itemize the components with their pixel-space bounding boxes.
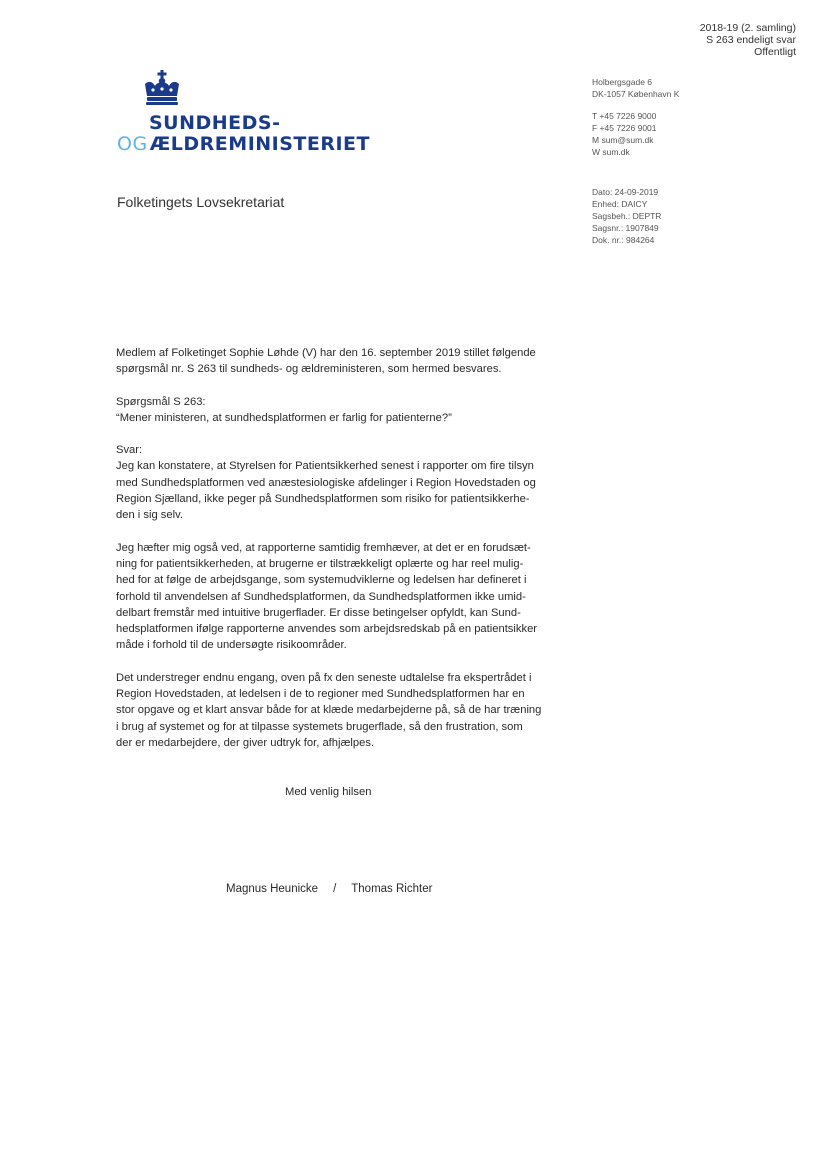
logo-text-line1: SUNDHEDS- — [149, 112, 281, 134]
meta-unit: Enhed: DAICY — [592, 199, 648, 209]
answer-label: Svar: — [116, 444, 143, 457]
meta-case-number: Sagsnr.: 1907849 — [592, 223, 659, 233]
contact-email: M sum@sum.dk — [592, 135, 654, 145]
sender-address-block — [592, 76, 679, 246]
question-block — [116, 394, 556, 427]
intro-line: Medlem af Folketinget Sophie Løhde (V) har den 16. september 2019 stillet følgende — [116, 347, 536, 359]
document-stamp — [700, 22, 796, 58]
answer-line: Jeg kan konstatere, at Styrelsen for Patientsikkerhed senest i rapporter om fire tilsyn — [116, 460, 534, 473]
answer-line: forhold til anvendelsen af Sundhedsplatformen, da Sundhedsplatformen ikke umid- — [116, 590, 526, 603]
closing-greeting: Med venlig hilsen — [285, 786, 372, 798]
intro-line: spørgsmål nr. S 263 til sundheds- og ældreministeren, som hermed besvares. — [116, 363, 502, 376]
stamp-session: 2018-19 (2. samling) — [699, 22, 796, 34]
logo-og-prefix: OG — [117, 133, 148, 155]
signatory-minister: Magnus Heunicke — [226, 883, 319, 895]
address-city: DK-1057 København K — [592, 89, 680, 99]
answer-paragraph-3 — [116, 670, 556, 751]
contact-fax: F +45 7226 9001 — [592, 123, 657, 133]
answer-line: måde i forhold til de undersøgte risikoområder. — [116, 639, 347, 652]
answer-line: den i sig selv. — [116, 509, 183, 522]
answer-line: Det understreger endnu engang, oven på fx den seneste udtalelse fra ekspertrådet i — [116, 671, 532, 684]
answer-line: med Sundhedsplatformen ved anæstesiologiske afdelinger i Region Hovedstaden og — [116, 476, 536, 489]
signature-line — [226, 883, 432, 895]
answer-paragraph-2 — [116, 540, 556, 654]
signature-separator: / — [333, 883, 337, 895]
intro-paragraph — [116, 345, 556, 378]
letter-body — [116, 345, 556, 751]
question-label: Spørgsmål S 263: — [116, 395, 206, 408]
answer-line: delbart fremstår med intuitive brugerflader. Er disse betingelser opfyldt, kan Sund- — [116, 606, 521, 619]
answer-line: hed for at følge de arbejdsgange, som systemudviklerne og ledelsen har defineret i — [116, 574, 527, 587]
question-text: “Mener ministeren, at sundhedsplatformen er farlig for patienterne?” — [116, 411, 452, 424]
answer-line: Region Sjælland, ikke peger på Sundhedsplatformen som risiko for patientsikkerhe- — [116, 493, 530, 506]
meta-caseworker: Sagsbeh.: DEPTR — [592, 211, 662, 221]
stamp-answer-id: S 263 endeligt svar — [706, 34, 796, 46]
logo-ministry-name: ÆLDREMINISTERIET — [149, 133, 370, 155]
stamp-visibility: Offentligt — [754, 46, 796, 58]
answer-line: stor opgave og et klart ansvar både for at klæde medarbejderne på, så de har træning — [116, 704, 542, 717]
contact-phone: T +45 7226 9000 — [592, 111, 657, 121]
answer-line: ning for patientsikkerheden, at brugerne er tilstrækkeligt oplærte og har reel mulig- — [116, 557, 524, 570]
answer-line: der er medarbejdere, der giver udtryk for, afhjælpes. — [116, 736, 375, 749]
contact-web: W sum.dk — [592, 147, 630, 157]
answer-line: hedsplatformen ifølge rapporterne anvendes som arbejdsredskab på en patientsikker — [116, 623, 538, 636]
answer-line: Region Hovedstaden, at ledelsen i de to regioner med Sundhedsplatformen har en — [116, 688, 525, 701]
crown-icon — [141, 70, 183, 106]
answer-paragraph-1 — [116, 442, 556, 523]
logo-text-line2 — [117, 133, 370, 155]
recipient: Folketingets Lovsekretariat — [117, 194, 285, 210]
meta-document-number: Dok. nr.: 984264 — [592, 235, 655, 245]
answer-line: Jeg hæfter mig også ved, at rapporterne samtidig fremhæver, at det er en forudsæt- — [116, 541, 531, 554]
address-street: Holbergsgade 6 — [592, 77, 653, 87]
meta-date: Dato: 24-09-2019 — [592, 187, 659, 197]
answer-line: i brug af systemet og for at tilpasse systemets brugerflade, så den frustration, som — [116, 720, 523, 733]
signatory-official: Thomas Richter — [351, 883, 433, 895]
